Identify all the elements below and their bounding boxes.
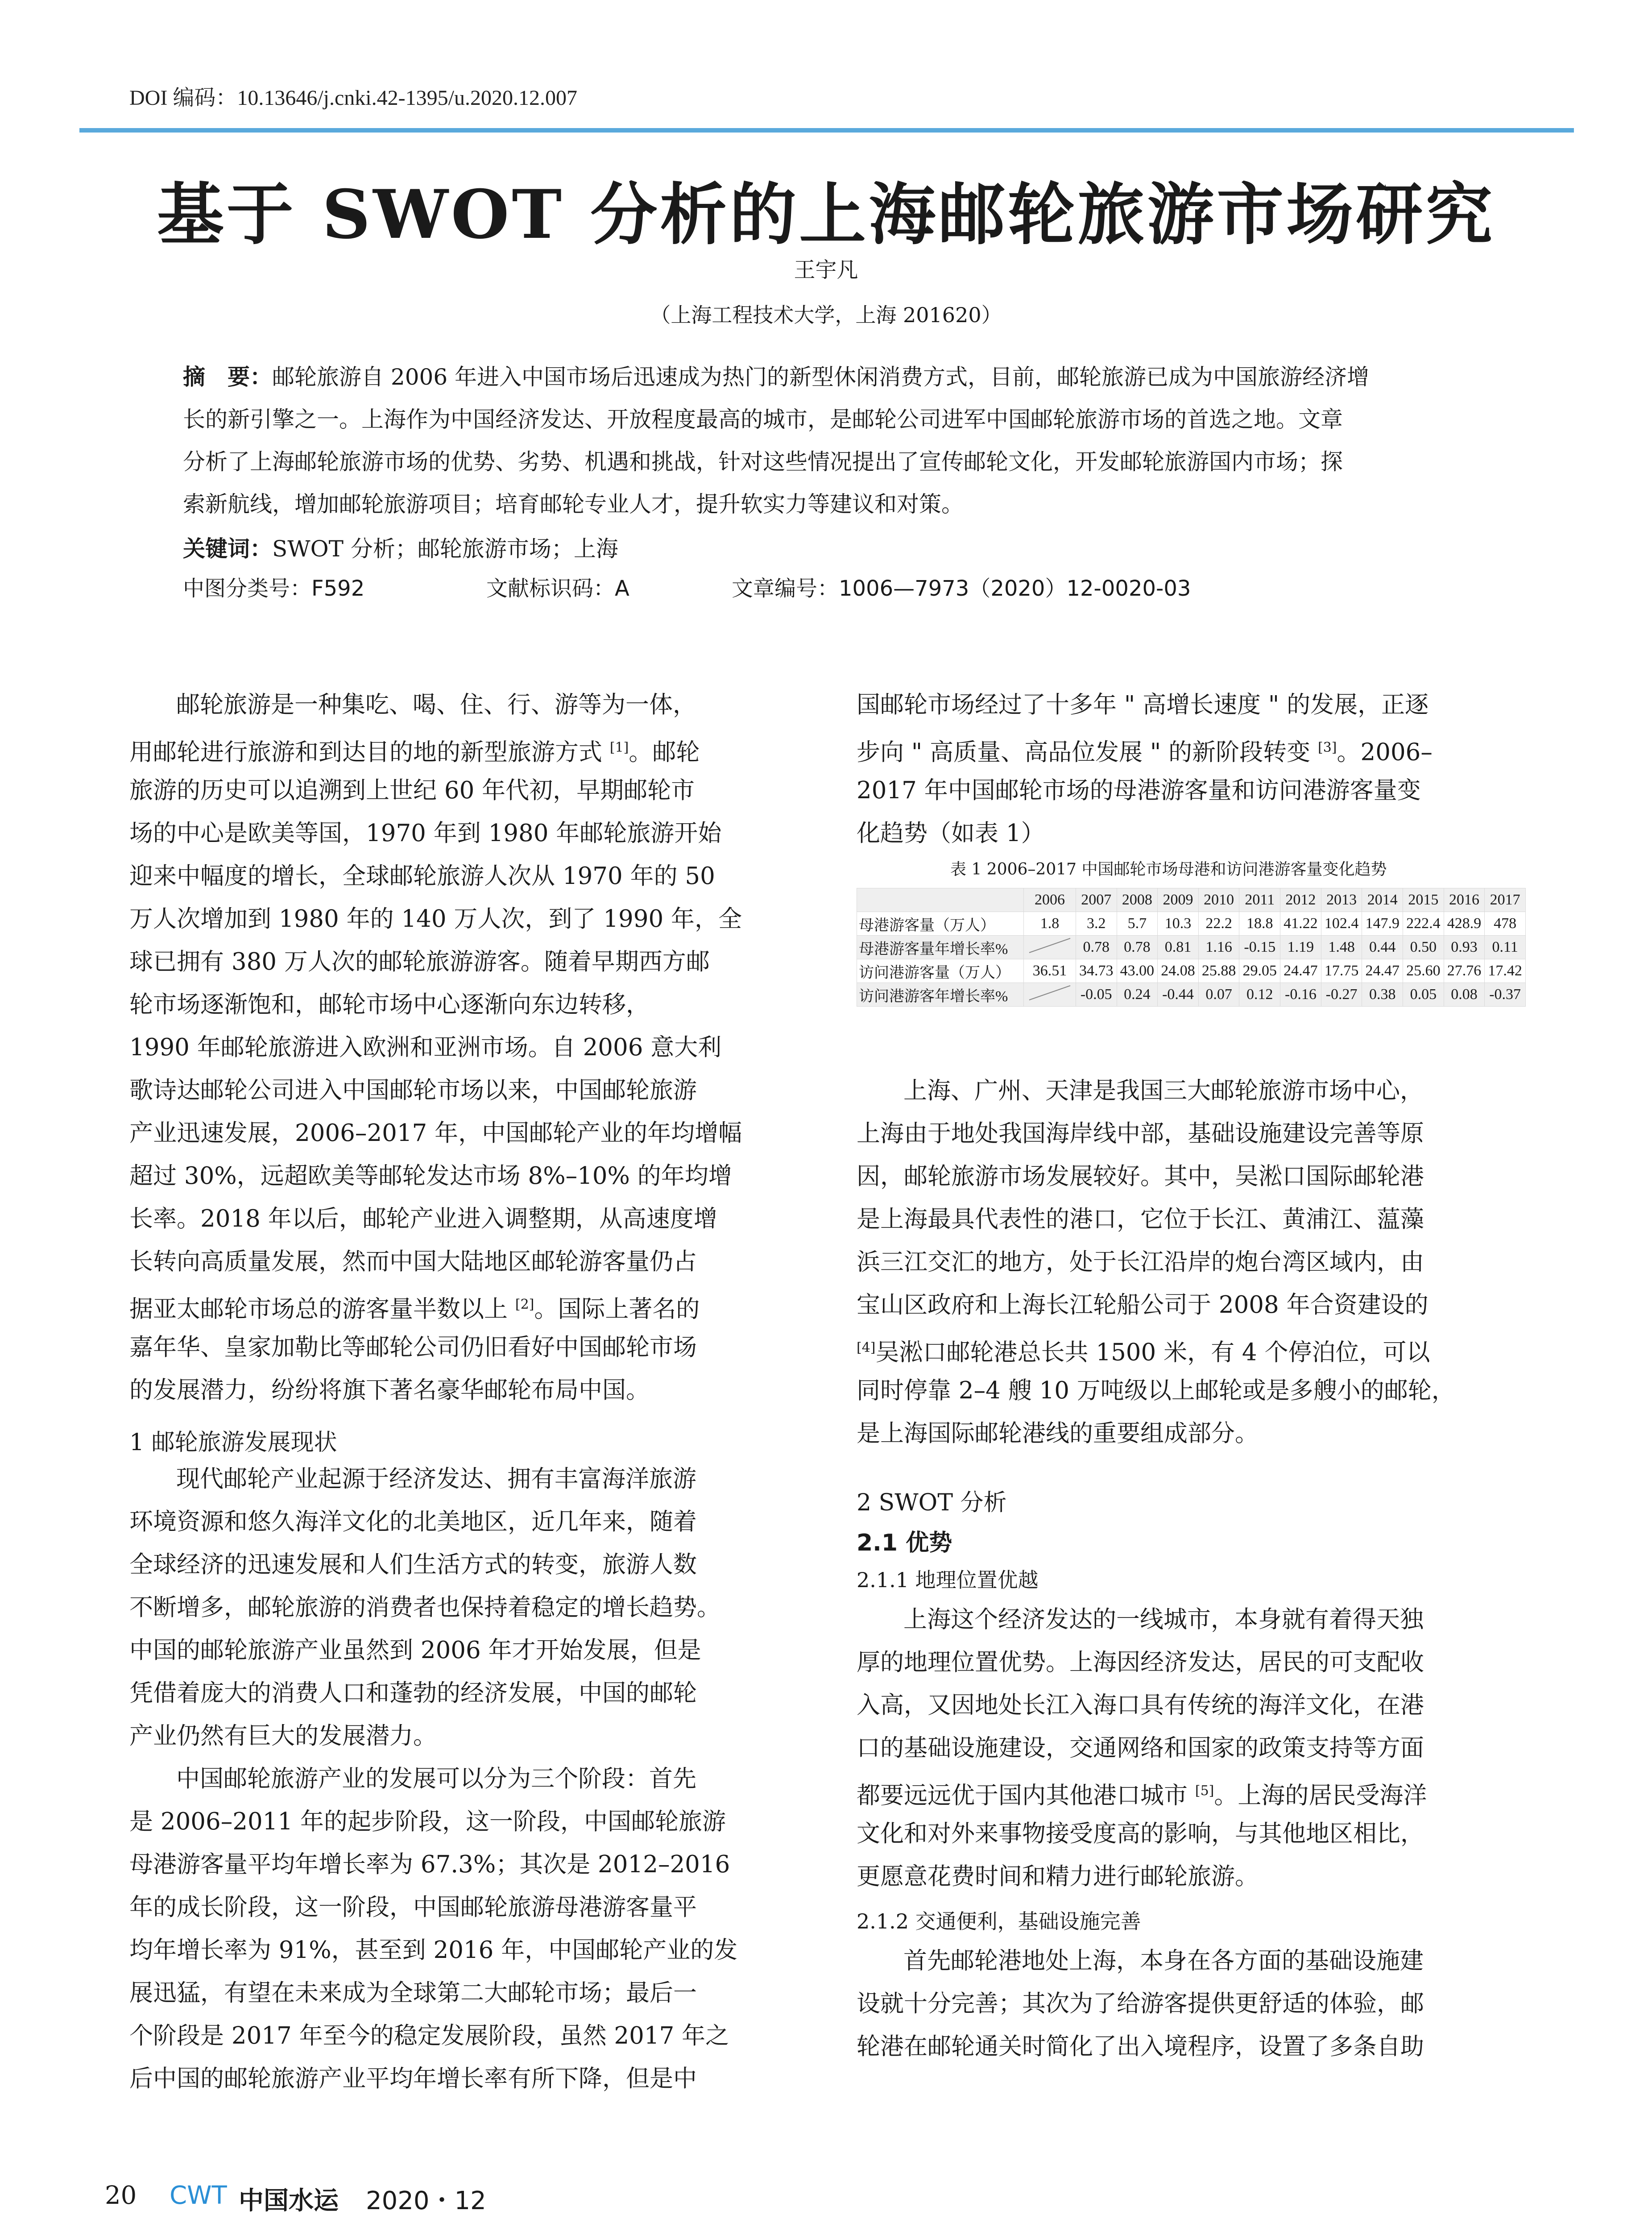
doi-line: DOI 编码：10.13646/j.cnki.42-1395/u.2020.12.007 [129, 86, 577, 110]
row-label: 访问港游客年增长率% [857, 983, 1024, 1007]
table-cell: -0.15 [1239, 936, 1280, 959]
year-cell: 2010 [1198, 888, 1239, 912]
table-row [857, 912, 1526, 936]
body-line: 超过 30%，远超欧美等邮轮发达市场 8%–10% 的年均增 [129, 1162, 732, 1190]
year-cell: 2007 [1076, 888, 1117, 912]
body-line: 上海这个经济发达的一线城市，本身就有着得天独 [903, 1606, 1424, 1633]
table-cell: 34.73 [1076, 959, 1117, 983]
table-cell: 10.3 [1158, 912, 1199, 936]
body-line: 是 2006–2011 年的起步阶段，这一阶段，中国邮轮旅游 [129, 1808, 726, 1835]
year-cell: 2008 [1117, 888, 1158, 912]
body-line: 的发展潜力，纷纷将旗下著名豪华邮轮布局中国。 [129, 1377, 650, 1404]
table-cell: 0.50 [1403, 936, 1444, 959]
body-line: 现代邮轮产业起源于经济发达、拥有丰富海洋旅游 [176, 1465, 696, 1493]
body-line: 2017 年中国邮轮市场的母港游客量和访问港游客量变 [857, 777, 1421, 804]
table-cell: 17.42 [1485, 959, 1526, 983]
table-cell: -0.27 [1321, 983, 1362, 1007]
table-cell: -0.05 [1076, 983, 1117, 1007]
body-line: 浜三江交汇的地方，处于长江沿岸的炮台湾区域内，由 [857, 1248, 1424, 1276]
keywords-text: SWOT 分析；邮轮旅游市场；上海 [272, 536, 618, 562]
body-line: 球已拥有 380 万人次的邮轮旅游游客。随着早期西方邮 [129, 948, 710, 975]
body-line: 是上海国际邮轮港线的重要组成部分。 [857, 1420, 1259, 1447]
body-line: 产业迅速发展，2006–2017 年，中国邮轮产业的年均增幅 [129, 1120, 742, 1147]
table-cell: 1.19 [1280, 936, 1321, 959]
body-line [857, 1332, 1430, 1368]
table-cell: 0.38 [1362, 983, 1403, 1007]
body-line: 厚的地理位置优势。上海因经济发达，居民的可支配收 [857, 1649, 1424, 1676]
body-line: 旅游的历史可以追溯到上世纪 60 年代初，早期邮轮市 [129, 777, 695, 804]
year-cell: 2016 [1444, 888, 1485, 912]
table-cell: 428.9 [1444, 912, 1485, 936]
body-line: 同时停靠 2–4 艘 10 万吨级以上邮轮或是多艘小的邮轮， [857, 1377, 1455, 1404]
row-label: 母港游客量（万人） [857, 912, 1024, 936]
table-cell: 147.9 [1362, 912, 1403, 936]
body-line: 化趋势（如表 1） [857, 820, 1045, 847]
body-line: 万人次增加到 1980 年的 140 万人次，到了 1990 年，全 [129, 905, 742, 933]
table-cell: -0.37 [1485, 983, 1526, 1007]
subsection-heading: 2.1 优势 [857, 1530, 952, 1556]
table-header-row [857, 888, 1526, 912]
body-line: 因，邮轮旅游市场发展较好。其中，吴淞口国际邮轮港 [857, 1163, 1424, 1190]
keywords-line [183, 531, 618, 563]
body-line: 口的基础设施建设，交通网络和国家的政策支持等方面 [857, 1734, 1424, 1762]
citation: [2] [515, 1297, 534, 1312]
table-cell: 0.93 [1444, 936, 1485, 959]
table-row [857, 959, 1526, 983]
table-cell: 24.08 [1158, 959, 1199, 983]
body-line: 首先邮轮港地处上海，本身在各方面的基础设施建 [903, 1947, 1424, 1974]
body-text: 。邮轮 [629, 738, 700, 766]
table-cell: 1.48 [1321, 936, 1362, 959]
diagonal-cell [1024, 936, 1076, 959]
table-cell: -0.16 [1280, 983, 1321, 1007]
body-text: 。2006– [1337, 738, 1433, 766]
table-corner [857, 888, 1024, 912]
clc-code: 中图分类号：F592 [183, 576, 365, 601]
table-cell: 0.12 [1239, 983, 1280, 1007]
table-cell: 0.78 [1076, 936, 1117, 959]
body-line: 嘉年华、皇家加勒比等邮轮公司仍旧看好中国邮轮市场 [129, 1334, 697, 1361]
body-line: 均年增长率为 91%，甚至到 2016 年，中国邮轮产业的发 [129, 1937, 738, 1964]
body-line: 年的成长阶段，这一阶段，中国邮轮旅游母港游客量平 [129, 1894, 697, 1921]
author-name: 王宇凡 [794, 257, 858, 282]
journal-logo: CWT [170, 2181, 227, 2210]
year-cell: 2013 [1321, 888, 1362, 912]
body-line: 后中国的邮轮旅游产业平均年增长率有所下降，但是中 [129, 2065, 697, 2092]
table-cell: -0.44 [1158, 983, 1199, 1007]
table-cell: 25.60 [1403, 959, 1444, 983]
table-cell: 478 [1485, 912, 1526, 936]
table-row [857, 983, 1526, 1007]
citation: [3] [1318, 740, 1337, 755]
table-cell: 3.2 [1076, 912, 1117, 936]
body-line: 中国邮轮旅游产业的发展可以分为三个阶段：首先 [176, 1765, 696, 1792]
abstract-label: 摘 要： [183, 364, 272, 390]
subsubsection-heading: 2.1.1 地理位置优越 [857, 1568, 1039, 1592]
body-text: 据亚太邮轮市场总的游客量半数以上 [129, 1295, 508, 1323]
body-line: 母港游客量平均年增长率为 67.3%；其次是 2012–2016 [129, 1851, 730, 1878]
header-rule [79, 128, 1574, 133]
citation: [1] [609, 740, 629, 755]
body-line: 展迅猛，有望在未来成为全球第二大邮轮市场；最后一 [129, 1979, 697, 2007]
body-line: 是上海最具代表性的港口，它位于长江、黄浦江、蕰藻 [857, 1206, 1424, 1233]
table-cell: 5.7 [1117, 912, 1158, 936]
body-line: 全球经济的迅速发展和人们生活方式的转变，旅游人数 [129, 1551, 697, 1578]
citation: [5] [1195, 1783, 1214, 1799]
body-line: 入高，又因地处长江入海口具有传统的海洋文化，在港 [857, 1692, 1424, 1719]
body-text: 都要远远优于国内其他港口城市 [857, 1782, 1188, 1809]
citation: [4] [857, 1340, 876, 1356]
table-cell: 0.78 [1117, 936, 1158, 959]
table-cell: 0.11 [1485, 936, 1526, 959]
body-line: 环境资源和悠久海洋文化的北美地区，近几年来，随着 [129, 1508, 697, 1535]
table-cell: 36.51 [1024, 959, 1076, 983]
table-cell: 24.47 [1362, 959, 1403, 983]
paper-title: 基于 SWOT 分析的上海邮轮旅游市场研究 [157, 175, 1495, 254]
table-cell: 1.8 [1024, 912, 1076, 936]
body-line: 不断增多，邮轮旅游的消费者也保持着稳定的增长趋势。 [129, 1594, 720, 1621]
body-line: 长转向高质量发展，然而中国大陆地区邮轮游客量仍占 [129, 1248, 697, 1275]
row-label: 母港游客量年增长率% [857, 936, 1024, 959]
body-text: 步向 " 高质量、高品位发展 " 的新阶段转变 [857, 738, 1311, 766]
body-line: 1990 年邮轮旅游进入欧洲和亚洲市场。自 2006 意大利 [129, 1034, 722, 1061]
table-cell: 222.4 [1403, 912, 1444, 936]
table-cell: 43.00 [1117, 959, 1158, 983]
body-line: 宝山区政府和上海长江轮船公司于 2008 年合资建设的 [857, 1291, 1428, 1319]
table-cell: 17.75 [1321, 959, 1362, 983]
table-cell: 18.8 [1239, 912, 1280, 936]
row-label: 访问港游客量（万人） [857, 959, 1024, 983]
body-line [129, 732, 700, 768]
body-text: 。上海的居民受海洋 [1214, 1782, 1427, 1809]
article-number: 文章编号：1006—7973（2020）12-0020-03 [732, 576, 1191, 601]
keywords-label: 关键词： [183, 536, 272, 562]
table-row [857, 936, 1526, 959]
year-cell: 2009 [1158, 888, 1199, 912]
table-cell: 27.76 [1444, 959, 1485, 983]
body-line: 文化和对外来事物接受度高的影响，与其他地区相比， [857, 1820, 1424, 1847]
diagonal-cell [1024, 983, 1076, 1007]
body-line: 轮港在邮轮通关时简化了出入境程序，设置了多条自助 [857, 2033, 1424, 2060]
meta-line [183, 571, 1521, 601]
data-table [857, 888, 1526, 1007]
body-line: 轮市场逐渐饱和，邮轮市场中心逐渐向东边转移， [129, 991, 650, 1018]
body-line: 场的中心是欧美等国，1970 年到 1980 年邮轮旅游开始 [129, 820, 722, 847]
table-cell: 0.07 [1198, 983, 1239, 1007]
body-line: 产业仍然有巨大的发展潜力。 [129, 1722, 437, 1750]
affiliation: （上海工程技术大学，上海 201620） [650, 303, 1002, 327]
section-heading: 2 SWOT 分析 [857, 1489, 1007, 1516]
body-line: 上海、广州、天津是我国三大邮轮旅游市场中心， [903, 1077, 1424, 1104]
table-cell: 102.4 [1321, 912, 1362, 936]
body-line: 邮轮旅游是一种集吃、喝、住、行、游等为一体， [176, 691, 696, 718]
table-cell: 1.16 [1198, 936, 1239, 959]
body-line [857, 1775, 1427, 1812]
body-line [129, 1289, 700, 1325]
body-text: 吴淞口邮轮港总长共 1500 米，有 4 个停泊位，可以 [875, 1339, 1430, 1366]
body-line: 国邮轮市场经过了十多年 " 高增长速度 " 的发展，正逐 [857, 691, 1429, 718]
year-cell: 2014 [1362, 888, 1403, 912]
body-line: 设就十分完善；其次为了给游客提供更舒适的体验，邮 [857, 1990, 1424, 2017]
year-cell: 2017 [1485, 888, 1526, 912]
body-line: 迎来中幅度的增长，全球邮轮旅游人次从 1970 年的 50 [129, 863, 715, 890]
table-cell: 41.22 [1280, 912, 1321, 936]
body-text: 。国际上著名的 [534, 1295, 700, 1323]
table-cell: 22.2 [1198, 912, 1239, 936]
table-caption: 表 1 2006–2017 中国邮轮市场母港和访问港游客量变化趋势 [950, 860, 1387, 879]
page-number: 20 [105, 2181, 137, 2210]
section-heading: 1 邮轮旅游发展现状 [129, 1429, 337, 1456]
table-cell: 25.88 [1198, 959, 1239, 983]
abstract-text: 邮轮旅游自 2006 年进入中国市场后迅速成为热门的新型休闲消费方式，目前，邮轮旅游已成为中国旅游经济增 [272, 364, 1370, 390]
table-cell: 0.08 [1444, 983, 1485, 1007]
body-line: 更愿意花费时间和精力进行邮轮旅游。 [857, 1863, 1259, 1890]
body-line: 歌诗达邮轮公司进入中国邮轮市场以来，中国邮轮旅游 [129, 1077, 697, 1104]
journal-issue: 2020・12 [366, 2186, 486, 2215]
body-line: 中国的邮轮旅游产业虽然到 2006 年才开始发展，但是 [129, 1637, 701, 1664]
doc-code: 文献标识码：A [486, 576, 629, 601]
year-cell: 2011 [1239, 888, 1280, 912]
body-line: 个阶段是 2017 年至今的稳定发展阶段，虽然 2017 年之 [129, 2022, 729, 2049]
abstract-line: 长的新引擎之一。上海作为中国经济发达、开放程度最高的城市，是邮轮公司进军中国邮轮旅游市场的首选之地。文章 [183, 406, 1343, 432]
body-line: 长率。2018 年以后，邮轮产业进入调整期，从高速度增 [129, 1205, 717, 1232]
body-text: 用邮轮进行旅游和到达目的地的新型旅游方式 [129, 738, 602, 766]
body-line: 上海由于地处我国海岸线中部，基础设施建设完善等原 [857, 1120, 1424, 1147]
year-cell: 2015 [1403, 888, 1444, 912]
abstract-line: 索新航线，增加邮轮旅游项目；培育邮轮专业人才，提升软实力等建议和对策。 [183, 491, 964, 517]
table-cell: 0.24 [1117, 983, 1158, 1007]
abstract-line: 分析了上海邮轮旅游市场的优势、劣势、机遇和挑战，针对这些情况提出了宣传邮轮文化，开发邮轮旅游国内市场；探 [183, 449, 1343, 475]
abstract-line [183, 359, 1369, 391]
subsubsection-heading: 2.1.2 交通便利，基础设施完善 [857, 1909, 1141, 1933]
table-cell: 0.81 [1158, 936, 1199, 959]
year-cell: 2006 [1024, 888, 1076, 912]
year-cell: 2012 [1280, 888, 1321, 912]
table-cell: 24.47 [1280, 959, 1321, 983]
body-line: 凭借着庞大的消费人口和蓬勃的经济发展，中国的邮轮 [129, 1679, 697, 1707]
body-line [857, 732, 1433, 768]
table-cell: 0.44 [1362, 936, 1403, 959]
journal-name: 中国水运 [239, 2186, 339, 2215]
table-cell: 29.05 [1239, 959, 1280, 983]
table-cell: 0.05 [1403, 983, 1444, 1007]
